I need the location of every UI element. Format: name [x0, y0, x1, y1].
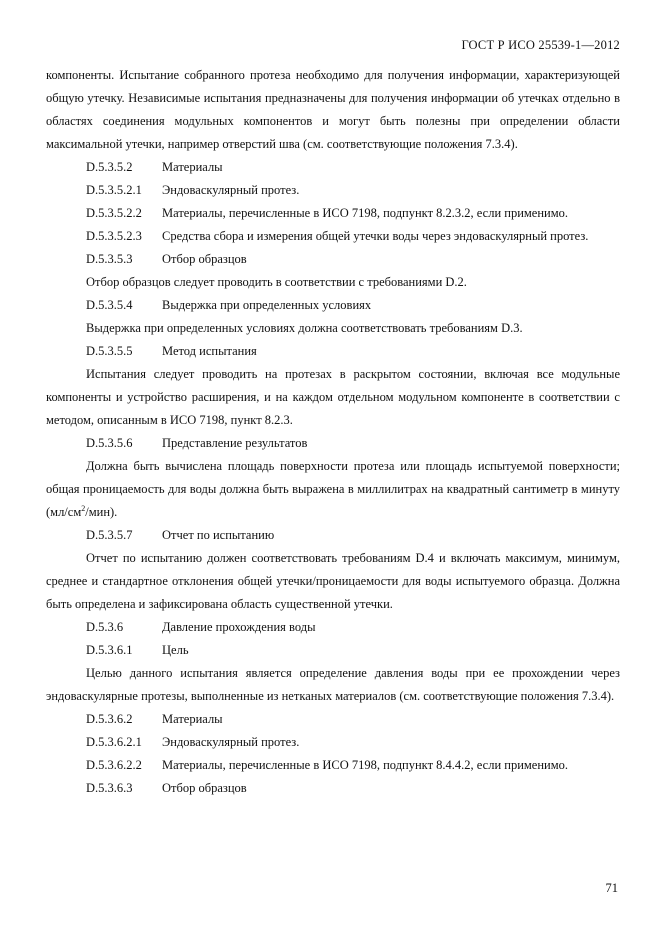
paragraph: Целью данного испытания является определение давления воды при ее прохождении через эндоваскулярные протезы, выполненные из нетканых материалов (см. соответствующие положения 7.3.4).	[46, 666, 620, 703]
paragraph	[46, 455, 620, 524]
section-title: Средства сбора и измерения общей утечки воды через эндоваскулярный протез.	[162, 229, 589, 243]
paragraph-text: Должна быть вычислена площадь поверхности протеза или площадь испытуемой поверхности; общая проницаемость для воды должна быть выражена в миллилитрах на квадратный сантиметр в минуту (мл/см	[46, 459, 620, 519]
section-number: D.5.3.5.2.3	[86, 229, 142, 243]
section-number: D.5.3.5.2.1	[86, 183, 142, 197]
section-heading	[46, 294, 620, 317]
section-heading	[46, 340, 620, 363]
section-number: D.5.3.6.2.2	[86, 758, 142, 772]
section-number: D.5.3.5.2.2	[86, 206, 142, 220]
paragraph-continuation: компоненты. Испытание собранного протеза необходимо для получения информации, характеризующей общую утечку. Независимые испытания предназначены для получения информации об утечках отдельно в областях соединения модульных компонентов и могут быть полезны при определении области максимальной утечки, например отверстий шва (см. соответствующие положения 7.3.4).	[46, 68, 620, 151]
section-title: Материалы	[162, 160, 223, 174]
section-heading	[46, 754, 620, 777]
section-number: D.5.3.6.1	[86, 643, 133, 657]
paragraph: Отчет по испытанию должен соответствовать требованиям D.4 и включать максимум, минимум, среднее и стандартное отклонения общей утечки/проницаемости для воды испытуемого образца. Должна быть определена и зафиксирована область существенной утечки.	[46, 551, 620, 611]
section-number: D.5.3.6.3	[86, 781, 133, 795]
section-number: D.5.3.5.6	[86, 436, 133, 450]
section-number: D.5.3.5.2	[86, 160, 133, 174]
page-body	[46, 64, 620, 800]
page-number: 71	[605, 881, 618, 895]
paragraph: Испытания следует проводить на протезах в раскрытом состоянии, включая все модульные компоненты и устройство расширения, и на каждом отдельном модульном компоненте в соответствии с методом, описанным в ИСО 7198, пункт 8.2.3.	[46, 367, 620, 427]
section-heading	[46, 432, 620, 455]
section-title: Эндоваскулярный протез.	[162, 183, 300, 197]
paragraph-text-end: /мин).	[85, 505, 118, 519]
section-title: Выдержка при определенных условиях	[162, 298, 372, 312]
section-heading	[46, 248, 620, 271]
section-number: D.5.3.5.3	[86, 252, 133, 266]
section-number: D.5.3.6.2	[86, 712, 133, 726]
section-title: Отбор образцов	[162, 781, 247, 795]
section-heading	[46, 156, 620, 179]
section-title: Материалы, перечисленные в ИСО 7198, подпункт 8.2.3.2, если применимо.	[162, 206, 569, 220]
document-header: ГОСТ Р ИСО 25539-1—2012	[461, 38, 620, 52]
section-heading	[46, 524, 620, 547]
section-title: Отчет по испытанию	[162, 528, 275, 542]
paragraph: Отбор образцов следует проводить в соответствии с требованиями D.2.	[86, 275, 467, 289]
paragraph: Выдержка при определенных условиях должна соответствовать требованиям D.3.	[86, 321, 523, 335]
section-heading	[46, 777, 620, 800]
section-heading	[46, 179, 620, 202]
section-heading	[46, 708, 620, 731]
section-number: D.5.3.6	[86, 620, 124, 634]
section-title: Материалы	[162, 712, 223, 726]
section-title: Цель	[162, 643, 189, 657]
section-title: Метод испытания	[162, 344, 257, 358]
section-heading	[46, 616, 620, 639]
section-title: Представление результатов	[162, 436, 308, 450]
section-heading	[46, 202, 620, 225]
section-heading	[46, 731, 620, 754]
section-title: Отбор образцов	[162, 252, 247, 266]
section-number: D.5.3.5.5	[86, 344, 133, 358]
section-title: Материалы, перечисленные в ИСО 7198, подпункт 8.4.4.2, если применимо.	[162, 758, 569, 772]
section-title: Давление прохождения воды	[162, 620, 316, 634]
section-heading	[46, 639, 620, 662]
section-heading-wrapped	[46, 225, 620, 248]
section-number: D.5.3.5.7	[86, 528, 133, 542]
section-number: D.5.3.5.4	[86, 298, 133, 312]
section-number: D.5.3.6.2.1	[86, 735, 142, 749]
superscript: 2	[81, 503, 86, 513]
section-title: Эндоваскулярный протез.	[162, 735, 300, 749]
